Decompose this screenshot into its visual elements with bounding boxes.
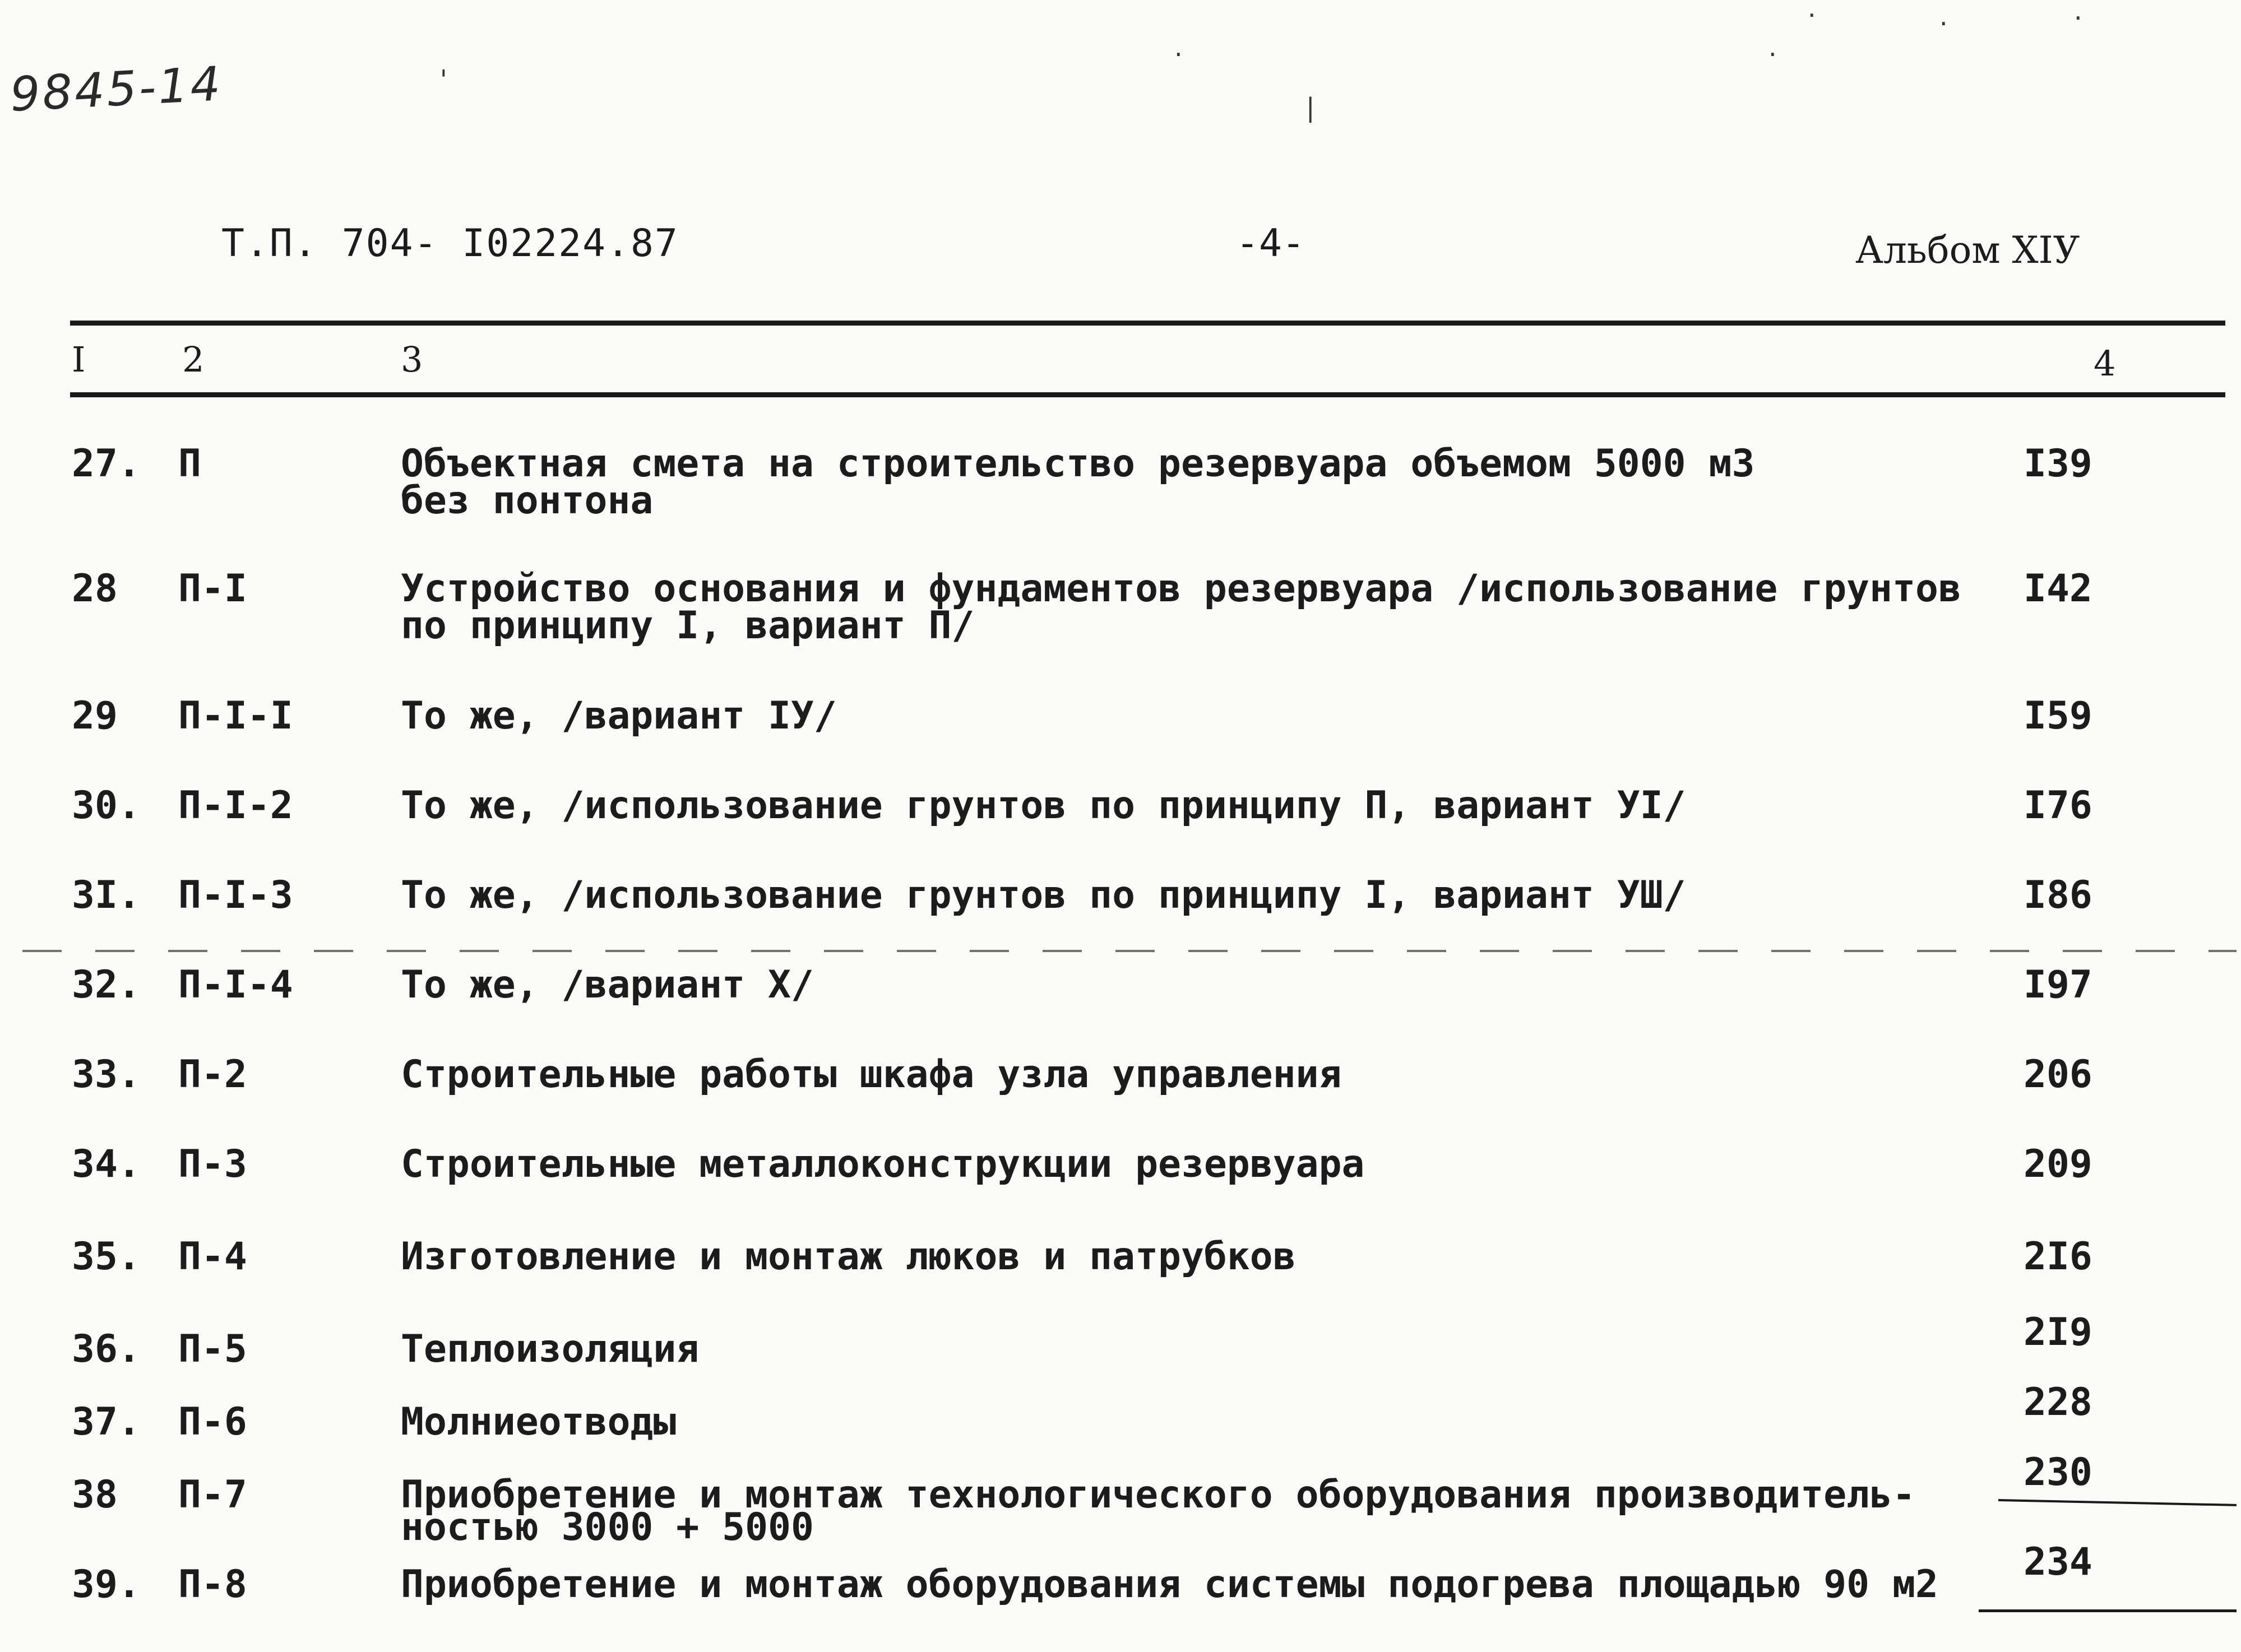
row-number: 30. (72, 783, 141, 828)
page-number: -4- (1236, 221, 1305, 266)
row-code: П-I-4 (178, 963, 293, 1007)
document-page: 9845-14 · | · · · · ' Т.П. 704- I02224.87 -4- Альбом XIУ I 2 3 4 27. П Объектная смета на строительство резервуара объемом 5000 м3 без понтона I39 28 П-I Устройство основания и фундаментов резервуара /использование грунтов по принципу I, вариант П/ I42 29 П-I-I То же, /вариант IУ/ I59 30. П-I-2 То же, /использование грунтов по принципу П, вариант УI/ I76 3I. П-I-3 То же, /использование грунтов по принципу I, вариант УШ/ I86 32. П-I-4 То же, /вариант X/ I97 33. П-2 Строительные работы шкафа узла управления 206 34. П-3 Строительные металлоконструкции резервуара 209 35. П-4 Изготовление и монтаж люков и патрубков 2I6 36. П-5 Теплоизоляция 2I9 37. П-6 Молниеотводы 228 38 П-7 Приобретение и монтаж технологического оборудования производитель- ностью 3000 + 5000 230 39. П-8 Приобретение и монтаж оборудования системы подогрева площадью 90 м2 234 (0, 0, 2241, 1652)
row-page: I97 (2024, 963, 2092, 1007)
row-title-line-1: Молниеотводы (401, 1400, 677, 1444)
row-title-line-1: Объектная смета на строительство резервуара объемом 5000 м3 (401, 442, 1755, 486)
row-code: П-7 (178, 1473, 247, 1517)
row-title-line-1: То же, /использование грунтов по принципу П, вариант УI/ (401, 783, 1686, 828)
column-header-4: 4 (2094, 343, 2116, 384)
row-number: 37. (72, 1400, 141, 1444)
row-page: 230 (2024, 1450, 2092, 1495)
row-code: П-8 (178, 1562, 247, 1607)
row-code: П-4 (178, 1235, 247, 1279)
row-page: 209 (2024, 1142, 2092, 1186)
row-title-line-1: Теплоизоляция (401, 1327, 700, 1371)
row-title-line-1: То же, /вариант IУ/ (401, 694, 837, 738)
row-title-line-1: Изготовление и монтаж люков и патрубков (401, 1235, 1296, 1279)
row-number: 35. (72, 1235, 141, 1279)
album-label: Альбом XIУ (1855, 229, 2080, 272)
row-title-line-1: Устройство основания и фундаментов резервуара /использование грунтов (401, 567, 1961, 611)
row-page: I59 (2024, 694, 2092, 738)
document-code: Т.П. 704- I02224.87 (221, 221, 679, 266)
row-number: 34. (72, 1142, 141, 1186)
handwritten-note: 9845-14 (8, 56, 224, 122)
row-title-line-1: Приобретение и монтаж технологического оборудования производитель- (401, 1473, 1916, 1517)
row-title-line-1: То же, /использование грунтов по принципу I, вариант УШ/ (401, 873, 1686, 917)
column-header-3: 3 (401, 339, 423, 380)
row-page: I86 (2024, 873, 2092, 917)
row-title-line-2: ностью 3000 + 5000 (401, 1505, 814, 1549)
row-code: П-6 (178, 1400, 247, 1444)
row-page: 228 (2024, 1380, 2092, 1424)
row-title-line-2: без понтона (401, 479, 654, 523)
row-code: П-3 (178, 1142, 247, 1186)
row-page: 2I9 (2024, 1310, 2092, 1354)
table-header-rule (70, 392, 2225, 397)
row-number: 39. (72, 1562, 141, 1607)
row-number: 29 (72, 694, 118, 738)
row-code: П (178, 442, 201, 486)
row-code: П-2 (178, 1052, 247, 1097)
row-code: П-I-I (178, 694, 293, 738)
row-code: П-5 (178, 1327, 247, 1371)
row-title-line-1: Строительные работы шкафа узла управления (401, 1052, 1342, 1097)
underline-rule (1998, 1499, 2237, 1506)
row-title-line-1: То же, /вариант X/ (401, 963, 814, 1007)
table-top-rule (70, 321, 2225, 326)
row-title-line-1: Строительные металлоконструкции резервуара (401, 1142, 1365, 1186)
row-page: I76 (2024, 783, 2092, 828)
column-header-1: I (72, 339, 86, 380)
row-number: 38 (72, 1473, 118, 1517)
row-number: 32. (72, 963, 141, 1007)
row-number: 33. (72, 1052, 141, 1097)
row-number: 27. (72, 442, 141, 486)
row-code: П-I-3 (178, 873, 293, 917)
row-page: 2I6 (2024, 1235, 2092, 1279)
row-code: П-I (178, 567, 247, 611)
row-page: 234 (2024, 1540, 2092, 1584)
row-page: I42 (2024, 567, 2092, 611)
underline-rule (1979, 1609, 2237, 1612)
row-page: 206 (2024, 1052, 2092, 1097)
row-number: 3I. (72, 873, 141, 917)
row-title-line-2: по принципу I, вариант П/ (401, 604, 975, 648)
row-code: П-I-2 (178, 783, 293, 828)
dashed-divider (22, 950, 2237, 952)
row-page: I39 (2024, 442, 2092, 486)
row-number: 36. (72, 1327, 141, 1371)
row-number: 28 (72, 567, 118, 611)
column-header-2: 2 (182, 339, 205, 380)
row-title-line-1: Приобретение и монтаж оборудования системы подогрева площадью 90 м2 (401, 1562, 1938, 1607)
